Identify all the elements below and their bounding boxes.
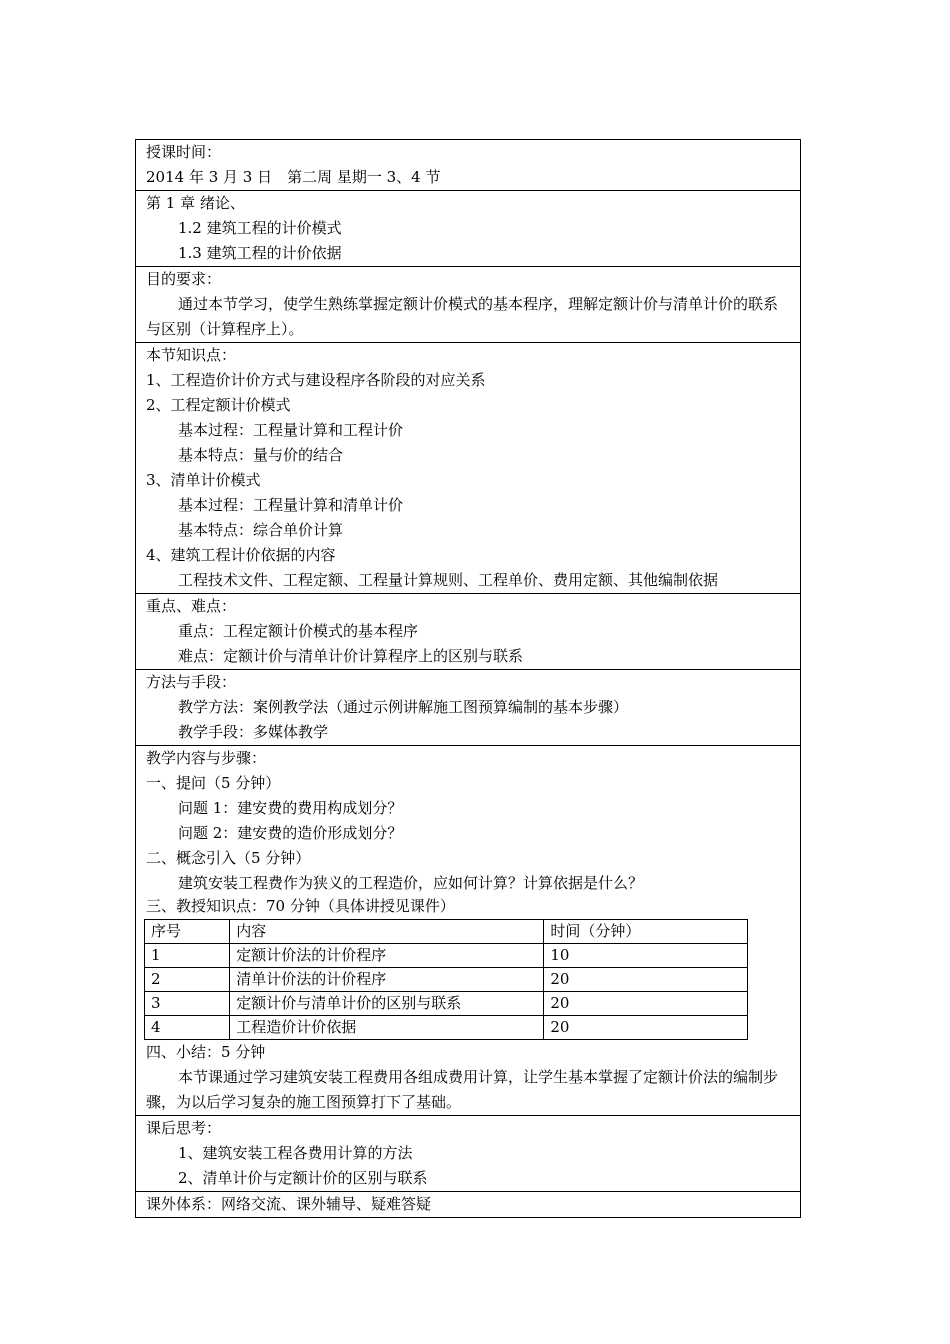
knowledge-detail: 基本过程：工程量计算和工程计价 bbox=[178, 421, 404, 439]
table-cell: 2 bbox=[145, 968, 230, 992]
step-heading: 三、教授知识点：70 分钟（具体讲授见课件） bbox=[146, 897, 455, 915]
step-question: 问题 2：建安费的造价形成划分？ bbox=[178, 824, 403, 842]
table-cell: 10 bbox=[544, 944, 748, 968]
knowledge-detail: 基本特点：综合单价计算 bbox=[178, 521, 344, 539]
objectives-text: 通过本节学习，使学生熟练掌握定额计价模式的基本程序，理解定额计价与清单计价的联系与区别（计算程序上）。 bbox=[146, 295, 779, 338]
knowledge-point: 4、建筑工程计价依据的内容 bbox=[146, 546, 336, 564]
table-cell: 20 bbox=[544, 1016, 748, 1040]
knowledge-detail: 工程技术文件、工程定额、工程量计算规则、工程单价、费用定额、其他编制依据 bbox=[178, 571, 719, 589]
time-value: 2014 年 3 月 3 日 第二周 星期一 3、4 节 bbox=[146, 168, 441, 186]
table-cell: 定额计价与清单计价的区别与联系 bbox=[230, 992, 544, 1016]
table-cell: 20 bbox=[544, 968, 748, 992]
knowledge-point: 1、工程造价计价方式与建设程序各阶段的对应关系 bbox=[146, 371, 486, 389]
table-cell: 清单计价法的计价程序 bbox=[230, 968, 544, 992]
keypoint-key: 重点：工程定额计价模式的基本程序 bbox=[178, 622, 419, 640]
homework-item: 2、清单计价与定额计价的区别与联系 bbox=[178, 1169, 428, 1187]
schedule-table bbox=[144, 919, 748, 1040]
step-question: 问题 1：建安费的费用构成划分？ bbox=[178, 799, 403, 817]
steps-label: 教学内容与步骤： bbox=[146, 749, 267, 767]
table-cell: 1 bbox=[145, 944, 230, 968]
chapter-item: 1.3 建筑工程的计价依据 bbox=[178, 244, 342, 262]
table-header-cell: 时间（分钟） bbox=[544, 920, 748, 944]
teaching-method: 教学方法：案例教学法（通过示例讲解施工图预算编制的基本步骤） bbox=[178, 698, 629, 716]
chapter-title: 第 1 章 绪论、 bbox=[146, 194, 245, 212]
step-heading: 二、概念引入（5 分钟） bbox=[146, 849, 311, 867]
extra-text: 课外体系：网络交流、课外辅导、疑难答疑 bbox=[146, 1195, 432, 1213]
section-methods bbox=[136, 669, 800, 745]
table-row bbox=[145, 992, 748, 1016]
keypoints-label: 重点、难点： bbox=[146, 597, 237, 615]
section-steps bbox=[136, 745, 800, 1115]
step-heading: 一、提问（5 分钟） bbox=[146, 774, 281, 792]
teaching-means: 教学手段：多媒体教学 bbox=[178, 723, 329, 741]
table-header-row bbox=[145, 920, 748, 944]
table-row bbox=[145, 968, 748, 992]
homework-label: 课后思考： bbox=[146, 1119, 222, 1137]
knowledge-point: 2、工程定额计价模式 bbox=[146, 396, 291, 414]
section-homework bbox=[136, 1115, 800, 1191]
table-row bbox=[145, 944, 748, 968]
knowledge-point: 3、清单计价模式 bbox=[146, 471, 261, 489]
section-chapter bbox=[136, 190, 800, 266]
objectives-label: 目的要求： bbox=[146, 270, 222, 288]
knowledge-detail: 基本特点：量与价的结合 bbox=[178, 446, 344, 464]
chapter-item: 1.2 建筑工程的计价模式 bbox=[178, 219, 342, 237]
knowledge-label: 本节知识点： bbox=[146, 346, 237, 364]
step-heading: 四、小结：5 分钟 bbox=[146, 1043, 266, 1061]
section-objectives bbox=[136, 266, 800, 342]
step-text: 建筑安装工程费作为狭义的工程造价，应如何计算？计算依据是什么？ bbox=[178, 874, 644, 892]
table-cell: 20 bbox=[544, 992, 748, 1016]
section-knowledge bbox=[136, 342, 800, 593]
table-cell: 定额计价法的计价程序 bbox=[230, 944, 544, 968]
section-keypoints bbox=[136, 593, 800, 669]
table-cell: 3 bbox=[145, 992, 230, 1016]
lesson-plan-form bbox=[135, 139, 801, 1218]
table-cell: 4 bbox=[145, 1016, 230, 1040]
knowledge-detail: 基本过程：工程量计算和清单计价 bbox=[178, 496, 404, 514]
homework-item: 1、建筑安装工程各费用计算的方法 bbox=[178, 1144, 413, 1162]
summary-text: 本节课通过学习建筑安装工程费用各组成费用计算，让学生基本掌握了定额计价法的编制步骤，为以后学习复杂的施工图预算打下了基础。 bbox=[146, 1068, 779, 1111]
methods-label: 方法与手段： bbox=[146, 673, 237, 691]
table-header-cell: 内容 bbox=[230, 920, 544, 944]
table-header-cell: 序号 bbox=[145, 920, 230, 944]
section-extra bbox=[136, 1191, 800, 1217]
table-row bbox=[145, 1016, 748, 1040]
keypoint-difficult: 难点：定额计价与清单计价计算程序上的区别与联系 bbox=[178, 647, 524, 665]
time-label: 授课时间： bbox=[146, 143, 222, 161]
section-time bbox=[136, 140, 800, 190]
table-cell: 工程造价计价依据 bbox=[230, 1016, 544, 1040]
